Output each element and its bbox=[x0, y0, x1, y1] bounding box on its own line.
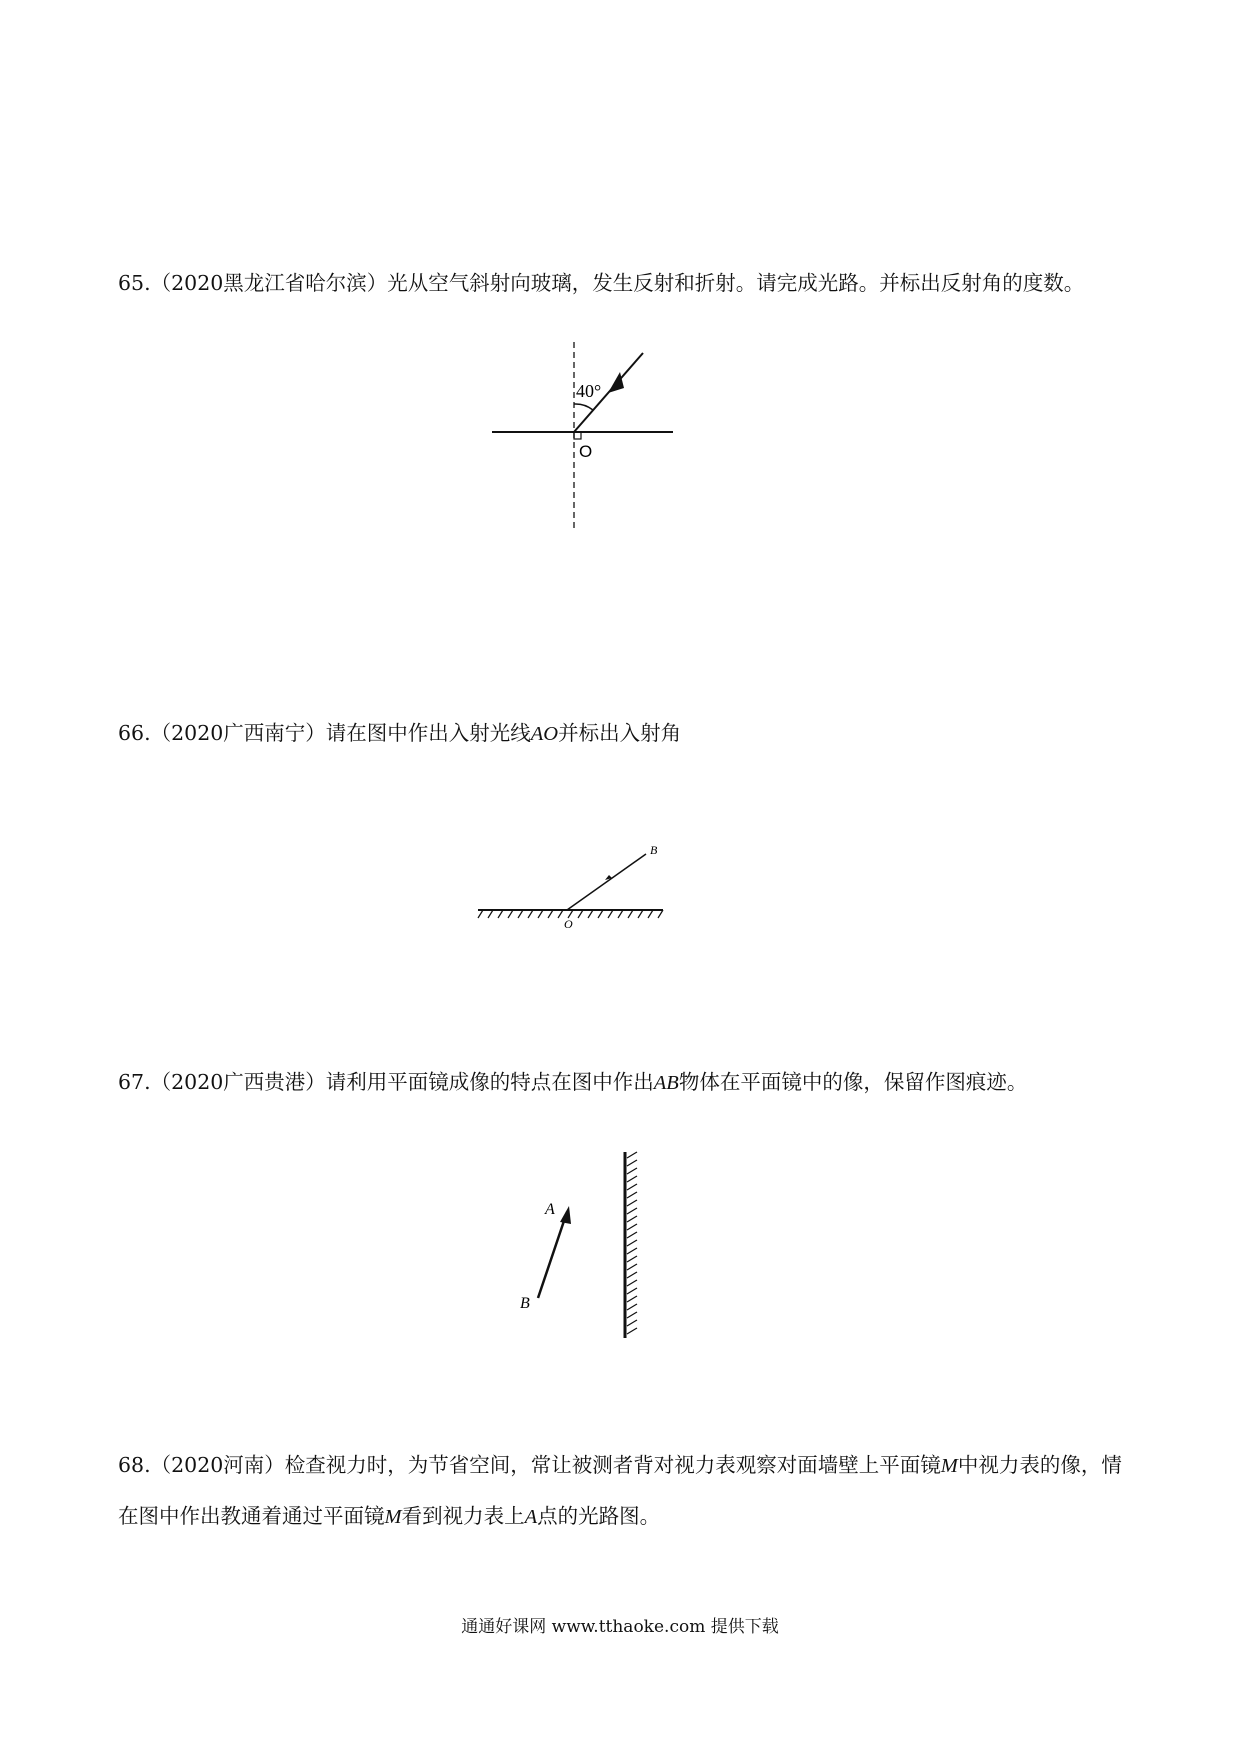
object-ab bbox=[538, 1212, 567, 1298]
question-text: 检查视力时，为节省空间，常让被测者背对视力表观察对面墙壁上平面镜 bbox=[284, 1453, 941, 1477]
term-ao: AO bbox=[530, 723, 559, 745]
question-number: 65. bbox=[118, 271, 151, 295]
term-ab: AB bbox=[653, 1072, 679, 1094]
question-number: 67. bbox=[118, 1070, 151, 1094]
figure-65-reflection-refraction bbox=[480, 340, 680, 540]
question-66 bbox=[118, 708, 1128, 759]
figure-66-mirror bbox=[470, 830, 680, 940]
question-number: 68. bbox=[118, 1453, 151, 1477]
mirror-hatching bbox=[627, 1152, 637, 1334]
right-angle-mark bbox=[574, 432, 581, 439]
question-text: 物体在平面镜中的像，保留作图痕迹。 bbox=[678, 1070, 1028, 1094]
point-o-label: O bbox=[564, 917, 573, 931]
term-m: M bbox=[384, 1506, 402, 1528]
term-a: A bbox=[524, 1506, 538, 1528]
figure-67-plane-mirror bbox=[505, 1150, 665, 1340]
question-68 bbox=[118, 1440, 1128, 1542]
question-source: （2020广西贵港） bbox=[150, 1070, 326, 1094]
question-text: 光从空气斜射向玻璃，发生反射和折射。请完成光路。并标出反射角的度数。 bbox=[387, 271, 1085, 295]
question-text: 看到视力表上 bbox=[401, 1504, 525, 1528]
point-o-label: O bbox=[579, 442, 593, 461]
reflected-ray bbox=[567, 854, 646, 910]
question-67 bbox=[118, 1057, 1128, 1108]
question-text: 中视力表的像，情在图中作出教通着通过平面镜 bbox=[118, 1453, 1122, 1528]
question-text: 并标出入射角 bbox=[558, 721, 682, 745]
question-source: （2020河南） bbox=[150, 1453, 285, 1477]
point-b-label: B bbox=[520, 1295, 530, 1312]
point-b-label: B bbox=[650, 843, 658, 857]
incident-arrow-icon bbox=[608, 372, 624, 393]
question-text: 请利用平面镜成像的特点在图中作出 bbox=[325, 1070, 654, 1094]
question-65 bbox=[118, 258, 1128, 308]
point-a-label: A bbox=[545, 1201, 555, 1218]
angle-arc bbox=[574, 404, 593, 410]
question-source: （2020黑龙江省哈尔滨） bbox=[150, 271, 388, 295]
question-source: （2020广西南宁） bbox=[150, 721, 326, 745]
question-text: 点的光路图。 bbox=[537, 1504, 661, 1528]
object-arrow-icon bbox=[560, 1206, 571, 1224]
question-number: 66. bbox=[118, 721, 151, 745]
term-m: M bbox=[940, 1455, 958, 1477]
question-text: 请在图中作出入射光线 bbox=[325, 721, 531, 745]
angle-label: 40° bbox=[576, 381, 602, 401]
page-footer: 通通好课网 www.tthaoke.com 提供下载 bbox=[461, 1617, 779, 1637]
